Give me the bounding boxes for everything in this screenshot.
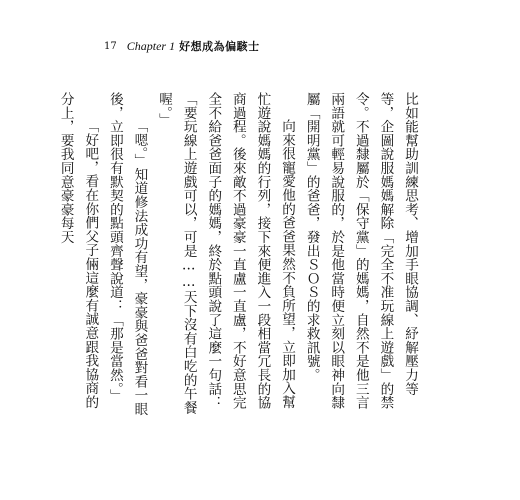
paragraph: 「好吧，看在你們父子倆這麼有誠意跟我協商的分上，要我同意豪豪每天 <box>57 92 99 409</box>
vertical-text-body <box>57 92 422 422</box>
page-number: 17 <box>104 40 117 52</box>
paragraph: 「嗯。」知道修法成功有望，豪豪與爸爸對看一眼後，立即很有默契的點頭齊聲說道：「那是當然。」 <box>106 92 148 416</box>
paragraph: 比如能幫助訓練思考、增加手眼協調、紓解壓力等等，企圖說服媽媽解除「完全不准玩線上遊戲」的禁令。不過隸屬於「保守黨」的媽媽，自然不是他三言兩語就可輕易說服的，於是他當時便立刻以眼神向隸屬「開明黨」的爸爸，發出ＳＯＳ的求救訊號。 <box>303 92 418 410</box>
running-head <box>104 38 260 54</box>
chapter-title: 好想成為偏駭士 <box>179 40 260 53</box>
paragraph: 向來很寵愛他的爸爸果然不負所望，立即加入幫忙遊說媽媽的行列，接下來便進入一段相當冗長的協商過程。後來敵不過豪豪一直盧一直盧，不好意思完全不給爸爸面子的媽媽，終於點頭說了這麼一句話：「要玩線上遊戲可以，可是……天下沒有白吃的午餐喔。」 <box>156 92 296 415</box>
chapter-label: Chapter 1 <box>126 38 176 53</box>
